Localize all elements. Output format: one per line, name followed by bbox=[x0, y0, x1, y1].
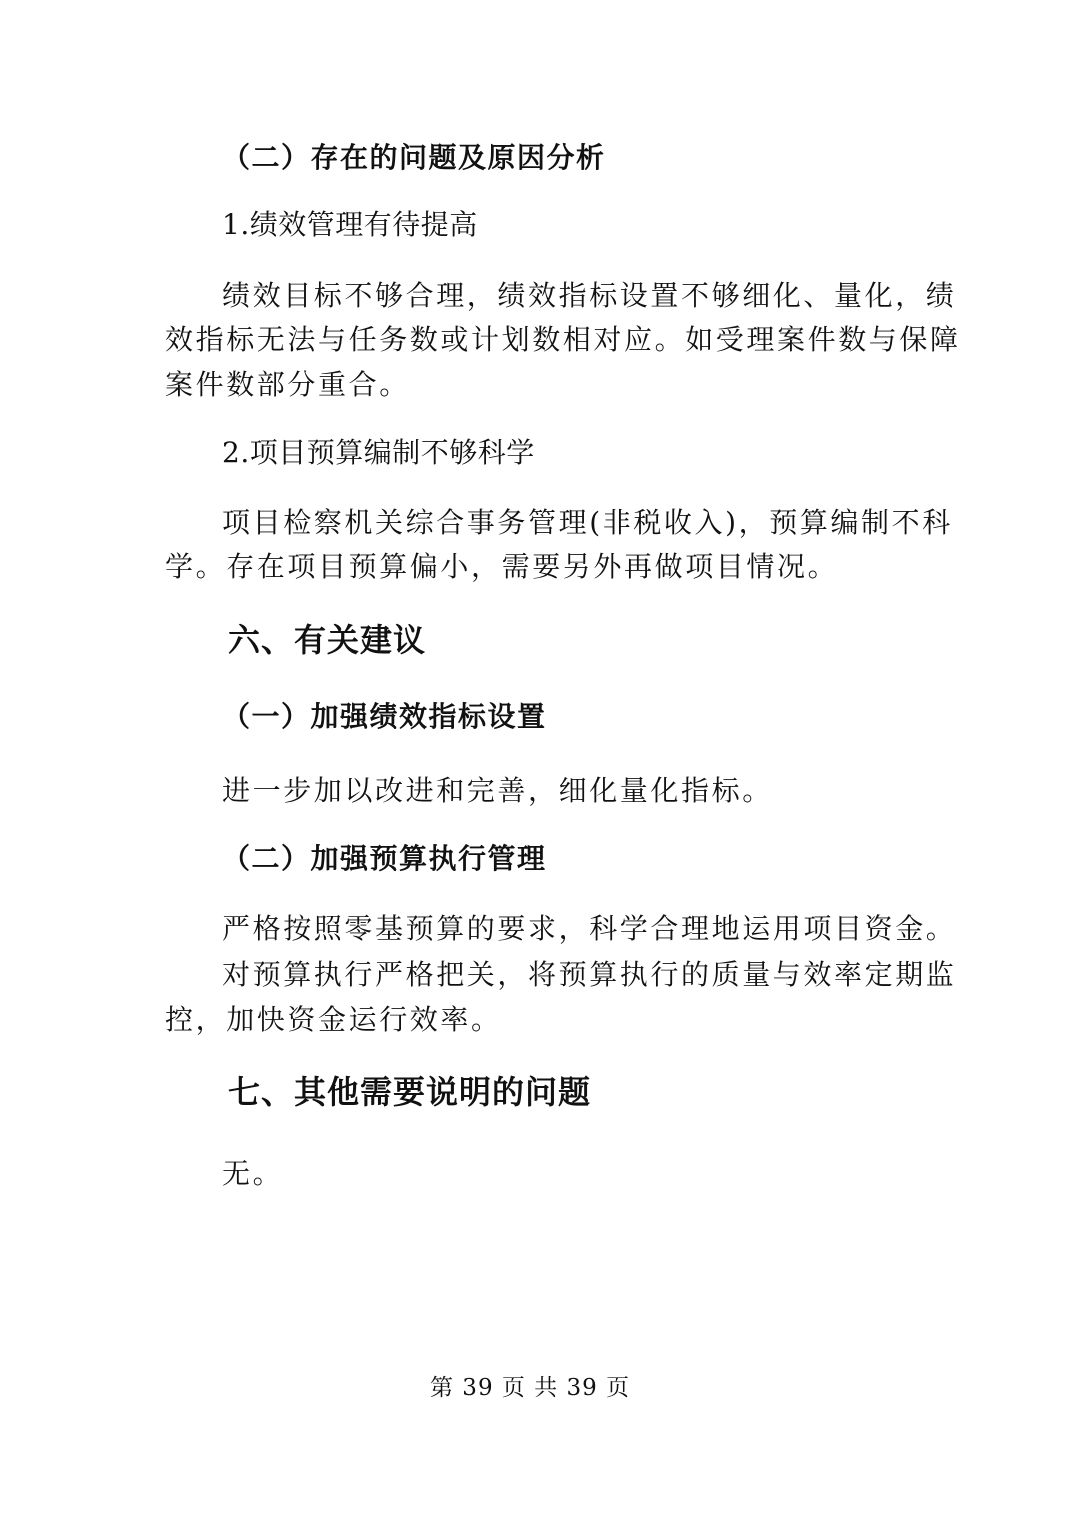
paragraph-line: 无。 bbox=[222, 1157, 284, 1190]
paragraph-line: 案件数部分重合。 bbox=[165, 368, 410, 401]
sub-heading-problems: （二）存在的问题及原因分析 bbox=[222, 141, 606, 174]
section-heading-other-matters: 七、其他需要说明的问题 bbox=[228, 1073, 592, 1111]
paragraph-line: 绩效目标不够合理，绩效指标设置不够细化、量化，绩 bbox=[222, 279, 957, 312]
section-heading-suggestions: 六、有关建议 bbox=[228, 621, 427, 659]
page-number-footer: 第 39 页 共 39 页 bbox=[430, 1375, 631, 1401]
sub-heading-budget-execution: （二）加强预算执行管理 bbox=[222, 842, 547, 875]
paragraph-line: 对预算执行严格把关，将预算执行的质量与效率定期监 bbox=[222, 958, 957, 991]
heading-budget-compilation: 2.项目预算编制不够科学 bbox=[222, 436, 535, 469]
paragraph-line: 项目检察机关综合事务管理(非税收入)，预算编制不科 bbox=[222, 506, 953, 539]
paragraph-line: 学。存在项目预算偏小，需要另外再做项目情况。 bbox=[165, 550, 839, 583]
paragraph-line: 控，加快资金运行效率。 bbox=[165, 1003, 502, 1036]
paragraph-line: 进一步加以改进和完善，细化量化指标。 bbox=[222, 774, 773, 807]
paragraph-line: 严格按照零基预算的要求，科学合理地运用项目资金。 bbox=[222, 912, 957, 945]
sub-heading-indicator-setting: （一）加强绩效指标设置 bbox=[222, 700, 547, 733]
heading-performance-management: 1.绩效管理有待提高 bbox=[222, 208, 478, 241]
paragraph-line: 效指标无法与任务数或计划数相对应。如受理案件数与保障 bbox=[165, 323, 961, 356]
